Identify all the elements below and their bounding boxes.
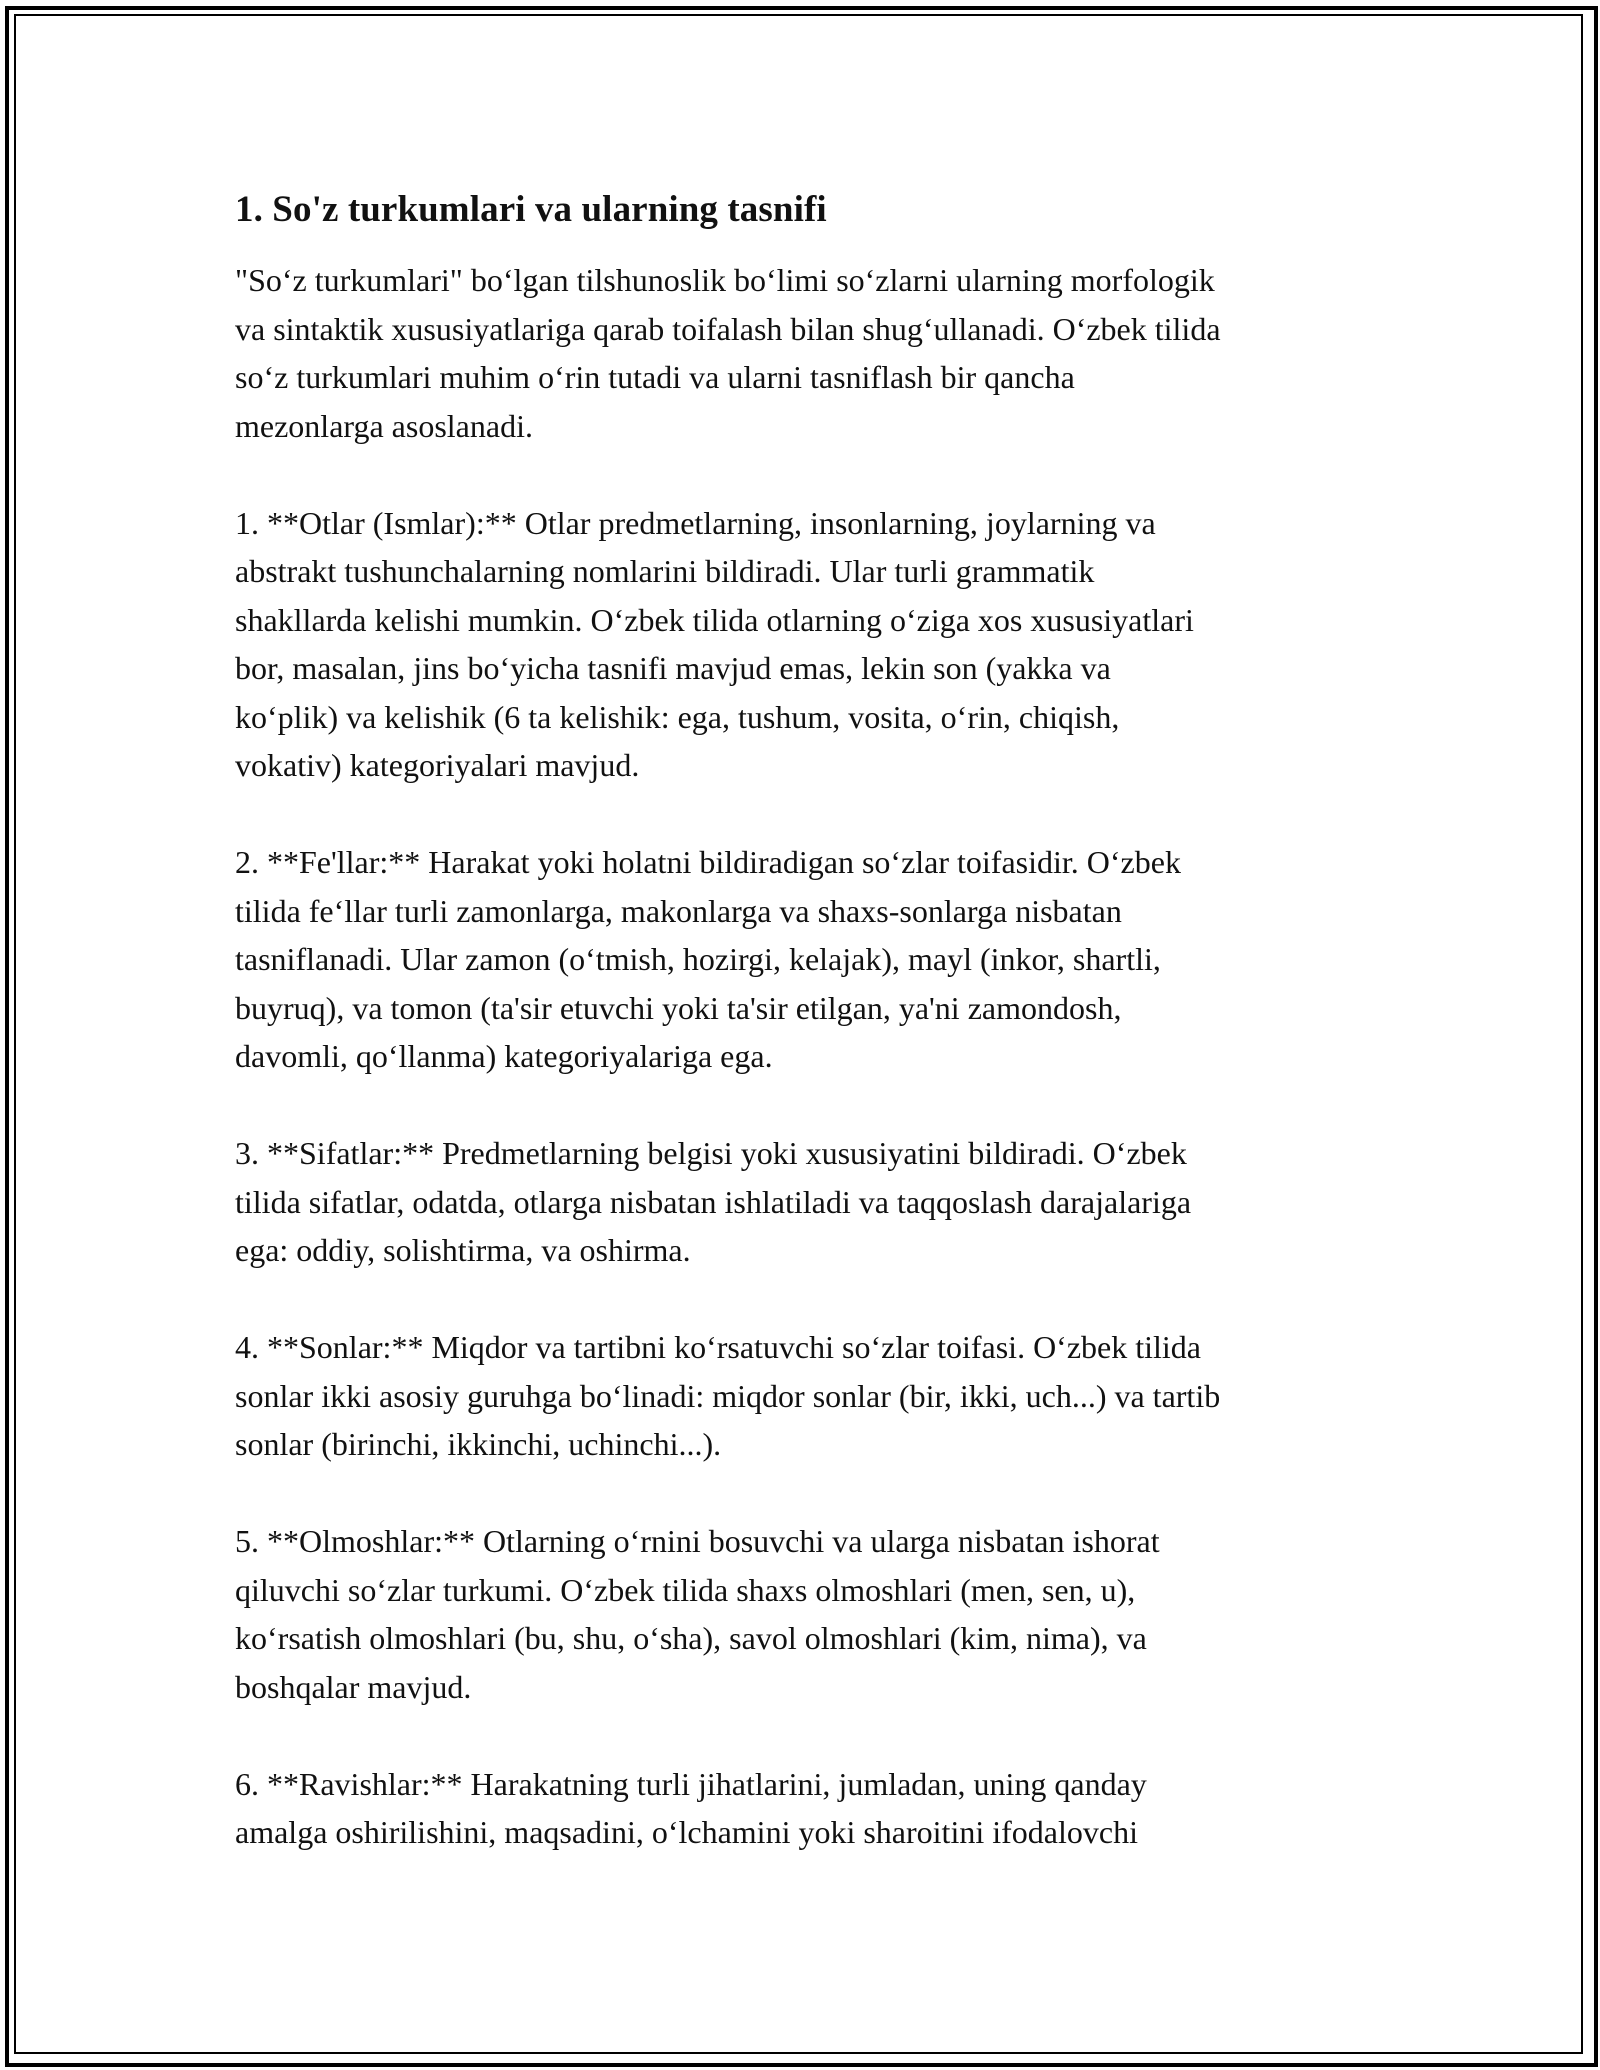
text-line: tilida sifatlar, odatda, otlarga nisbatan ishlatiladi va taqqoslash darajalariga <box>235 1183 1192 1220</box>
text-line: tilida fe‘llar turli zamonlarga, makonlarga va shaxs-sonlarga nisbatan <box>235 892 1122 929</box>
text-line: 6. **Ravishlar:** Harakatning turli jihatlarini, jumladan, uning qanday <box>235 1765 1147 1802</box>
text-line: qiluvchi so‘zlar turkumi. O‘zbek tilida shaxs olmoshlari (men, sen, u), <box>235 1571 1136 1608</box>
text-line: davomli, qo‘llanma) kategoriyalariga ega. <box>235 1038 773 1074</box>
fellar-paragraph <box>235 838 1385 1081</box>
text-line: 1. **Otlar (Ismlar):** Otlar predmetlarning, insonlarning, joylarning va <box>235 504 1156 541</box>
text-line: va sintaktik xususiyatlariga qarab toifalash bilan shug‘ullanadi. O‘zbek tilida <box>235 310 1221 347</box>
text-line: sonlar ikki asosiy guruhga bo‘linadi: miqdor sonlar (bir, ikki, uch...) va tartib <box>235 1377 1221 1414</box>
text-line: 4. **Sonlar:** Miqdor va tartibni ko‘rsatuvchi so‘zlar toifasi. O‘zbek tilida <box>235 1329 1201 1365</box>
text-line: ko‘rsatish olmoshlari (bu, shu, o‘sha), savol olmoshlari (kim, nima), va <box>235 1620 1147 1656</box>
section-heading: 1. So'z turkumlari va ularning tasnifi <box>235 189 827 230</box>
otlar-paragraph <box>235 499 1385 790</box>
text-line: ko‘plik) va kelishik (6 ta kelishik: ega, tushum, vosita, o‘rin, chiqish, <box>235 698 1120 735</box>
text-line: bor, masalan, jins bo‘yicha tasnifi mavjud emas, lekin son (yakka va <box>235 650 1111 686</box>
ravishlar-paragraph <box>235 1760 1385 1857</box>
text-line: buyruq), va tomon (ta'sir etuvchi yoki ta'sir etilgan, ya'ni zamondosh, <box>235 989 1122 1026</box>
sifatlar-paragraph <box>235 1129 1385 1275</box>
intro-paragraph <box>235 256 1385 450</box>
text-line: sonlar (birinchi, ikkinchi, uchinchi...). <box>235 1426 722 1462</box>
text-line: boshqalar mavjud. <box>235 1668 472 1705</box>
text-line: shakllarda kelishi mumkin. O‘zbek tilida otlarning o‘ziga xos xususiyatlari <box>235 601 1194 638</box>
text-line: mezonlarga asoslanadi. <box>235 407 533 444</box>
document-body <box>235 186 1385 1905</box>
text-line: amalga oshirilishini, maqsadini, o‘lchamini yoki sharoitini ifodalovchi <box>235 1814 1138 1850</box>
text-line: 2. **Fe'llar:** Harakat yoki holatni bildiradigan so‘zlar toifasidir. O‘zbek <box>235 844 1181 880</box>
olmoshlar-paragraph <box>235 1517 1385 1711</box>
text-line: tasniflanadi. Ular zamon (o‘tmish, hozirgi, kelajak), mayl (inkor, shartli, <box>235 941 1161 977</box>
text-line: 3. **Sifatlar:** Predmetlarning belgisi yoki xususiyatini bildiradi. O‘zbek <box>235 1135 1187 1171</box>
text-line: abstrakt tushunchalarning nomlarini bildiradi. Ular turli grammatik <box>235 553 1095 589</box>
text-line: 5. **Olmoshlar:** Otlarning o‘rnini bosuvchi va ularga nisbatan ishorat <box>235 1523 1160 1559</box>
text-line: ega: oddiy, solishtirma, va oshirma. <box>235 1232 691 1268</box>
sonlar-paragraph <box>235 1323 1385 1469</box>
text-line: so‘z turkumlari muhim o‘rin tutadi va ularni tasniflash bir qancha <box>235 359 1075 395</box>
text-line: vokativ) kategoriyalari mavjud. <box>235 747 640 783</box>
text-line: "So‘z turkumlari" bo‘lgan tilshunoslik bo‘limi so‘zlarni ularning morfologik <box>235 262 1215 298</box>
